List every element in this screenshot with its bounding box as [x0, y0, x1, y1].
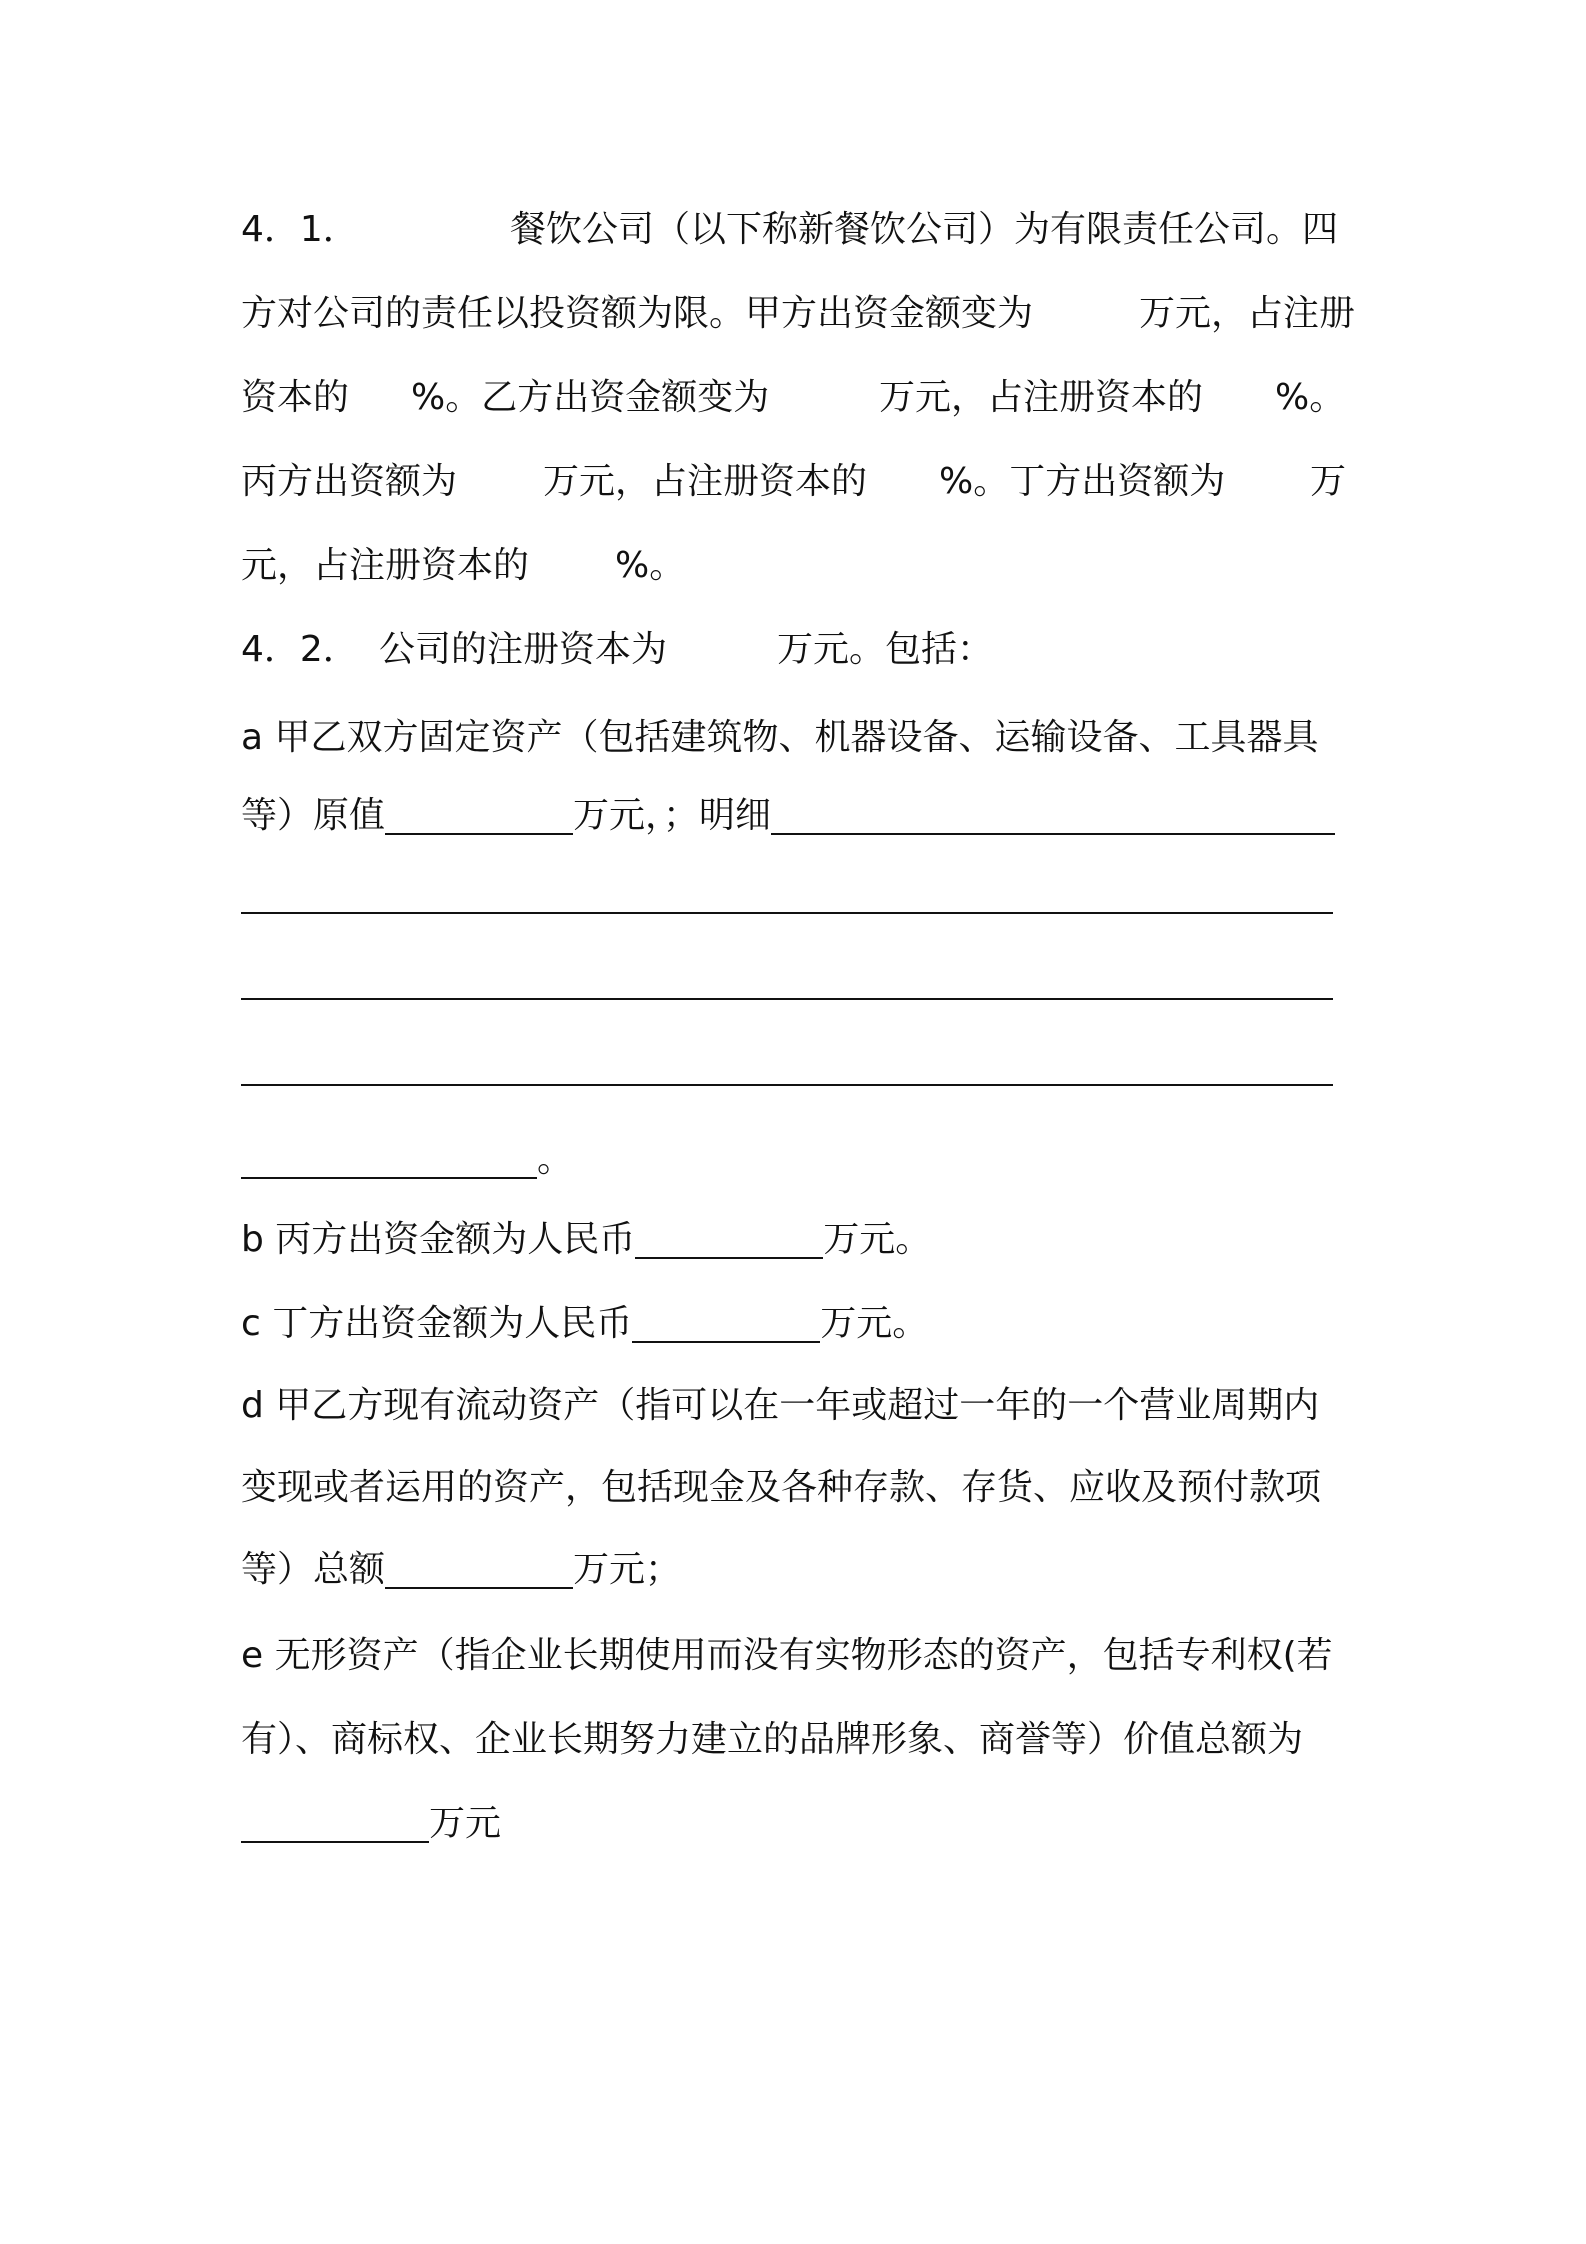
item-d-line-1: d 甲乙方现有流动资产（指可以在一年或超过一年的一个营业周期内	[241, 1385, 1320, 1426]
fill-blank[interactable]	[385, 1551, 573, 1589]
fill-blank[interactable]	[385, 797, 573, 835]
text-segment: %。乙方出资金额变为	[411, 377, 770, 418]
text-segment: 等）原值	[241, 795, 386, 836]
blank-rule[interactable]	[241, 998, 1333, 1000]
text-segment: 万元。	[823, 1219, 932, 1260]
text-segment: 万元，占注册	[1139, 293, 1356, 334]
text-segment: 公司的注册资本为	[379, 629, 668, 670]
text-segment: 万元	[429, 1803, 502, 1844]
text-segment: %。	[615, 545, 686, 586]
text-segment: %。丁方出资额为	[939, 461, 1226, 502]
item-d-line-3	[241, 1546, 681, 1594]
clause-4-1-line-5	[241, 542, 686, 590]
item-d-line-2: 变现或者运用的资产，包括现金及各种存款、存货、应收及预付款项	[241, 1467, 1322, 1508]
item-e-line-2: 有）、商标权、企业长期努力建立的品牌形象、商誉等）价值总额为	[241, 1719, 1304, 1760]
item-c-line	[241, 1300, 928, 1348]
item-b-line	[241, 1216, 931, 1264]
clause-4-2-line	[241, 626, 994, 674]
fill-blank[interactable]	[241, 1141, 537, 1179]
fill-blank[interactable]	[771, 797, 1335, 835]
text-segment: 丙方出资额为	[241, 461, 458, 502]
clause-4-1-line-2	[241, 290, 1356, 338]
item-e-line-3	[241, 1800, 501, 1848]
text-segment: 万元，占注册资本的	[879, 377, 1204, 418]
text-segment: b 丙方出资金额为人民币	[241, 1219, 636, 1260]
fill-blank[interactable]	[632, 1305, 820, 1343]
item-a-line-end	[241, 1136, 573, 1184]
item-a-line-2	[241, 792, 1335, 840]
text-segment: 方对公司的责任以投资额为限。甲方出资金额变为	[241, 293, 1034, 334]
item-a-line-1: a 甲乙双方固定资产（包括建筑物、机器设备、运输设备、工具器具	[241, 717, 1319, 758]
blank-rule[interactable]	[241, 912, 1333, 914]
fill-blank[interactable]	[635, 1221, 823, 1259]
text-segment: 万元。包括：	[777, 629, 994, 670]
clause-text: 餐饮公司（以下称新餐饮公司）为有限责任公司。四	[510, 209, 1339, 250]
text-segment: 万元，占注册资本的	[543, 461, 868, 502]
text-segment: 万元。	[820, 1303, 929, 1344]
clause-4-1-line-4	[241, 458, 1347, 506]
text-segment: 等）总额	[241, 1549, 386, 1590]
blank-rule[interactable]	[241, 1084, 1333, 1086]
text-segment: 资本的	[241, 377, 350, 418]
text-segment: c 丁方出资金额为人民币	[241, 1303, 633, 1344]
clause-number: 4．2．	[241, 629, 359, 670]
text-segment: 万	[1310, 461, 1347, 502]
clause-number: 4．1．	[241, 209, 359, 250]
text-segment: 万元；	[573, 1549, 682, 1590]
text-segment: 万元，；明细	[573, 795, 772, 836]
clause-4-1-line-3	[241, 374, 1346, 422]
fill-blank[interactable]	[241, 1805, 429, 1843]
item-e-line-1: e 无形资产（指企业长期使用而没有实物形态的资产，包括专利权(若	[241, 1635, 1333, 1676]
text-segment: %。	[1275, 377, 1346, 418]
text-segment: 。	[537, 1139, 574, 1180]
clause-4-1-line-1	[241, 206, 1339, 254]
text-segment: 元，占注册资本的	[241, 545, 530, 586]
